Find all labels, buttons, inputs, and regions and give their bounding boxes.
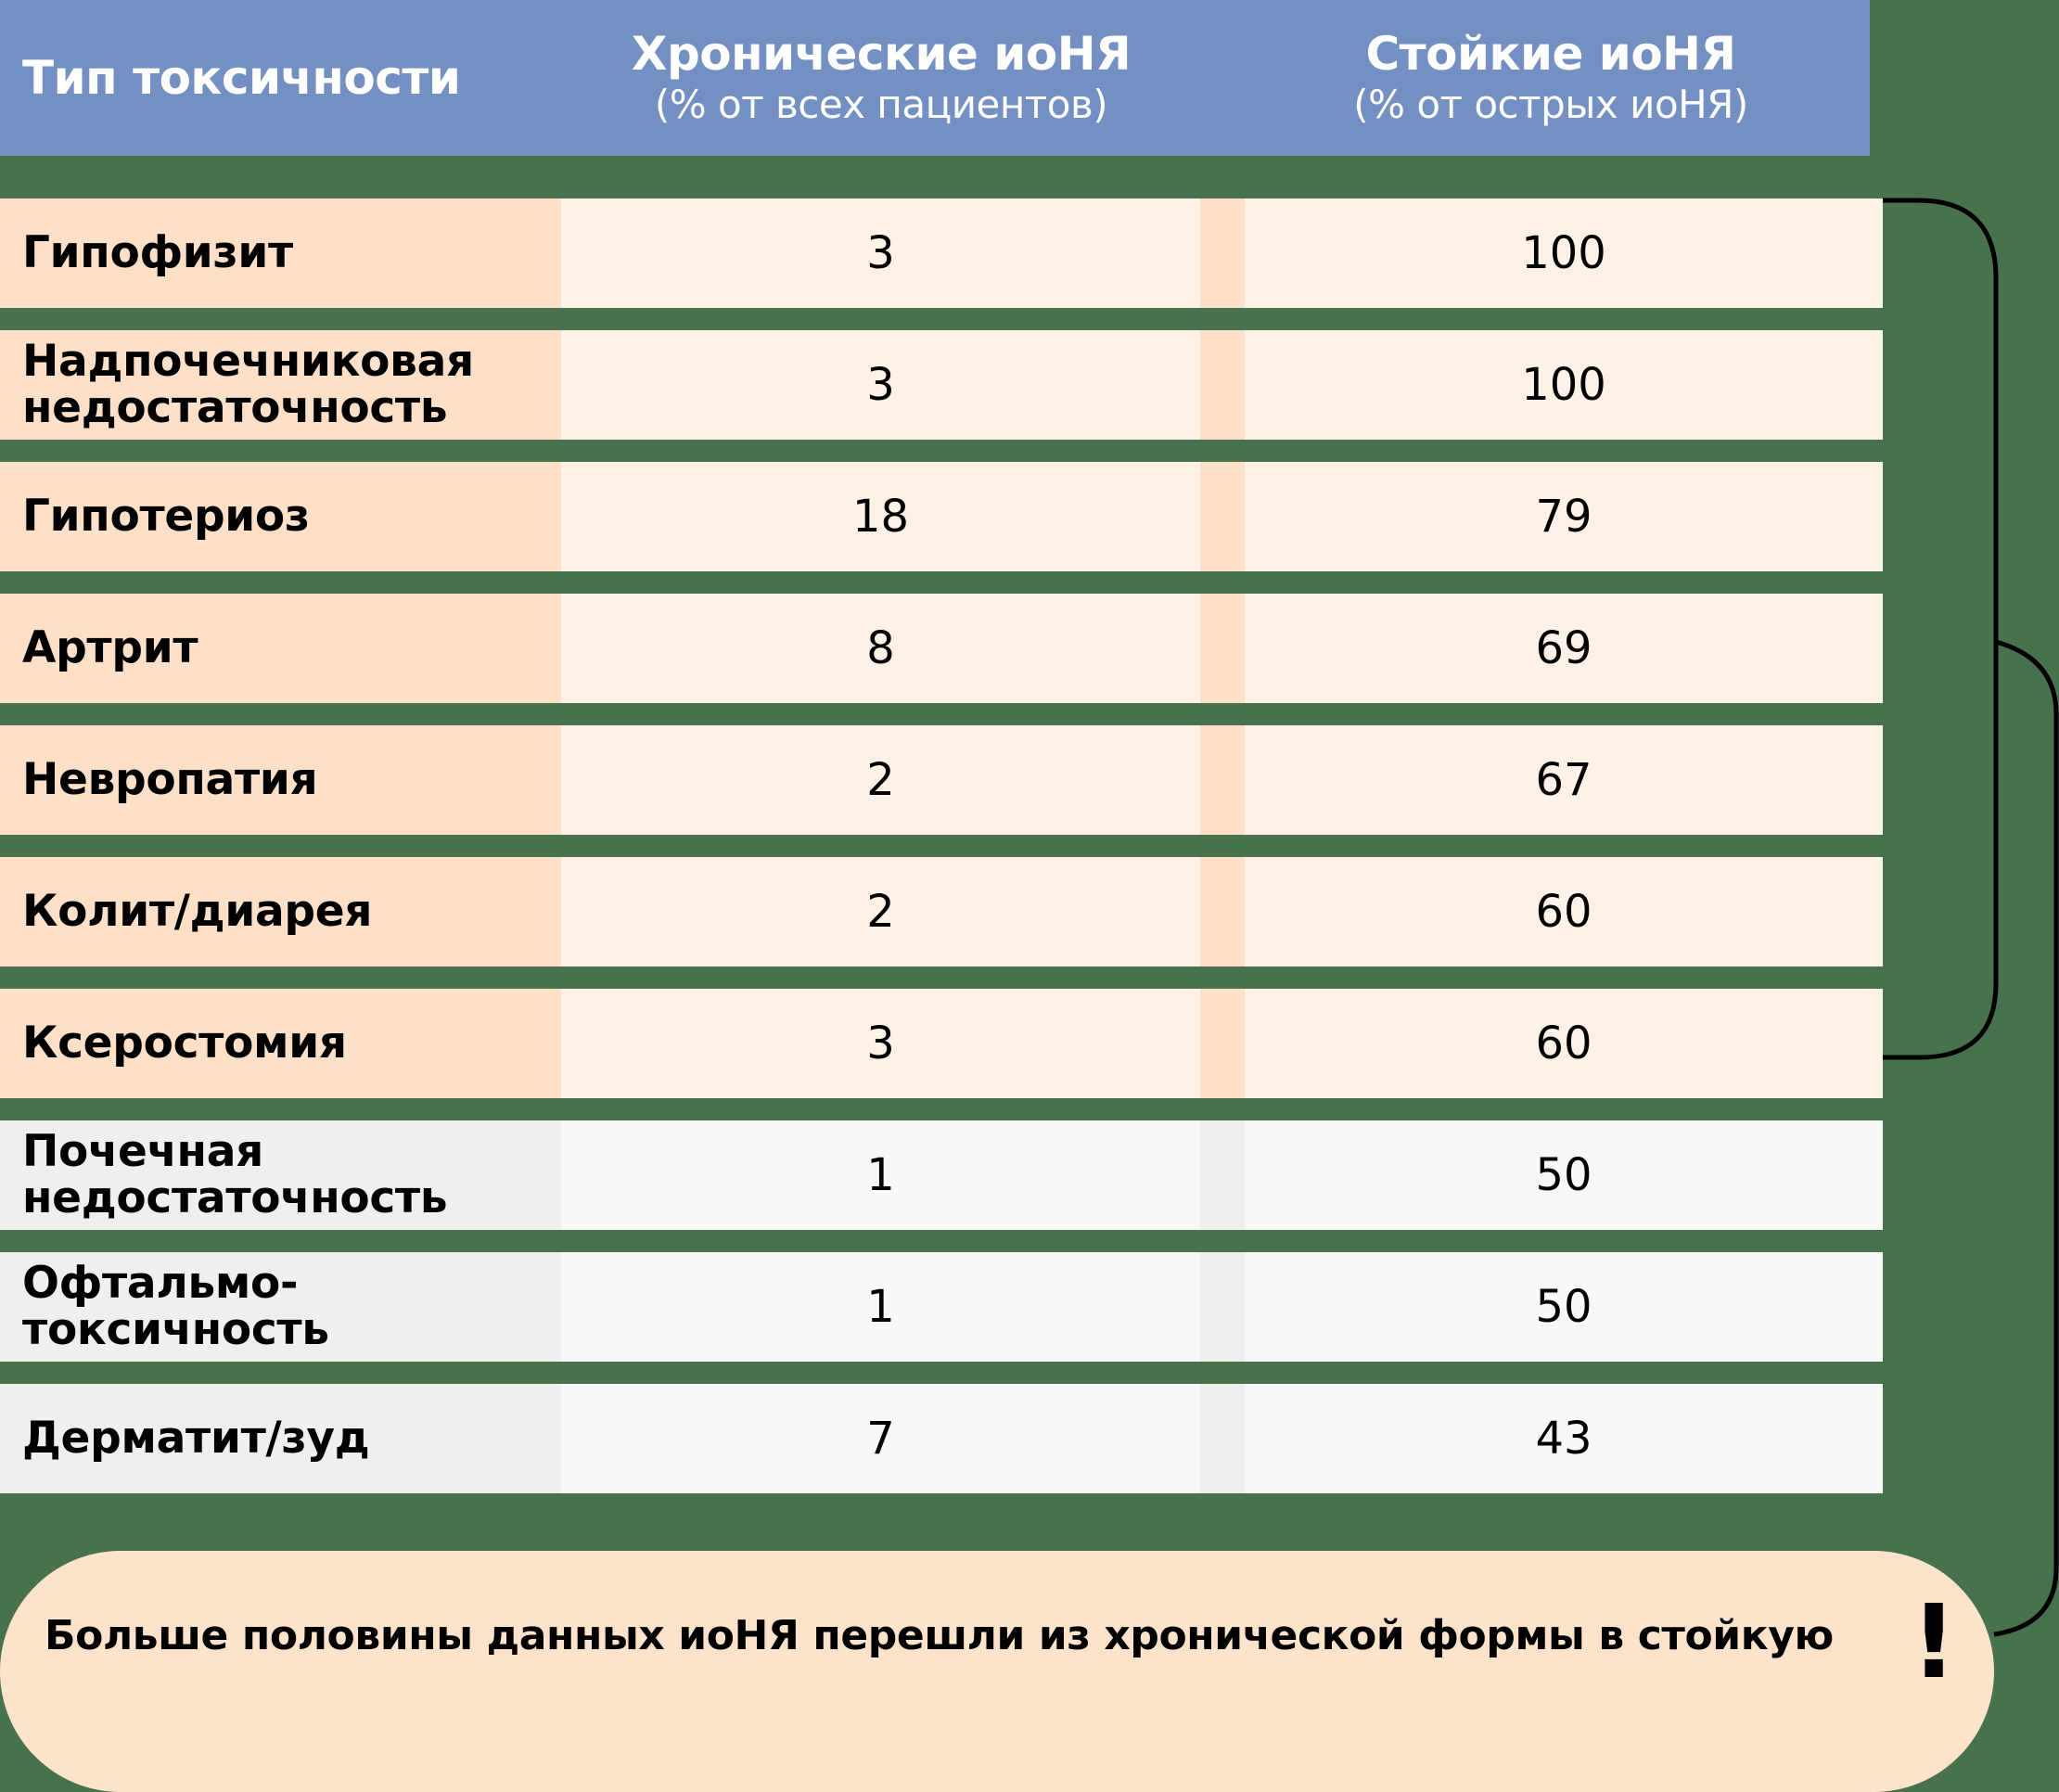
toxicity-type: Дерматит/зуд (22, 1413, 370, 1464)
toxicity-type: Гипофизит (22, 227, 293, 278)
chronic-value: 2 (866, 886, 895, 938)
header-persistent-subtitle: (% от острых иоНЯ) (1353, 82, 1748, 127)
persistent-value: 50 (1535, 1149, 1592, 1201)
header-chronic-title: Хронические иоНЯ (631, 27, 1132, 81)
header-type-title: Тип токсичности (22, 51, 461, 105)
toxicity-type: Гипотериоз (22, 491, 310, 542)
toxicity-type: Почечная недостаточность (22, 1126, 448, 1223)
persistent-value: 43 (1535, 1413, 1592, 1465)
persistent-value: 67 (1535, 754, 1592, 806)
chronic-value: 8 (866, 622, 895, 674)
chronic-value: 18 (851, 491, 910, 543)
persistent-value: 100 (1521, 227, 1606, 279)
chronic-value: 1 (866, 1149, 895, 1201)
chronic-value: 3 (866, 227, 895, 279)
toxicity-type: Колит/диарея (22, 886, 373, 937)
persistent-value: 60 (1535, 1018, 1592, 1069)
persistent-value: 50 (1535, 1281, 1592, 1333)
chronic-value: 3 (866, 359, 895, 411)
exclamation-icon: ! (1911, 1582, 1958, 1701)
chronic-value: 2 (866, 754, 895, 806)
toxicity-type: Невропатия (22, 754, 318, 805)
toxicity-type: Артрит (22, 622, 198, 673)
callout-banner (0, 1551, 1994, 1792)
chronic-value: 7 (866, 1413, 895, 1465)
header-persistent-title: Стойкие иоНЯ (1365, 27, 1736, 81)
header-chronic-subtitle: (% от всех пациентов) (654, 82, 1108, 127)
toxicity-type: Ксеростомия (22, 1018, 347, 1069)
callout-text: Больше половины данных иоНЯ перешли из хронической формы в стойкую (45, 1612, 1834, 1659)
persistent-value: 100 (1521, 359, 1606, 411)
persistent-value: 60 (1535, 886, 1592, 938)
toxicity-type: Надпочечниковая недостаточность (22, 336, 474, 433)
chronic-value: 3 (866, 1018, 895, 1069)
chronic-value: 1 (866, 1281, 895, 1333)
persistent-value: 79 (1535, 491, 1592, 543)
toxicity-type: Офтальмо-токсичность (22, 1258, 329, 1355)
persistent-value: 69 (1535, 622, 1592, 674)
